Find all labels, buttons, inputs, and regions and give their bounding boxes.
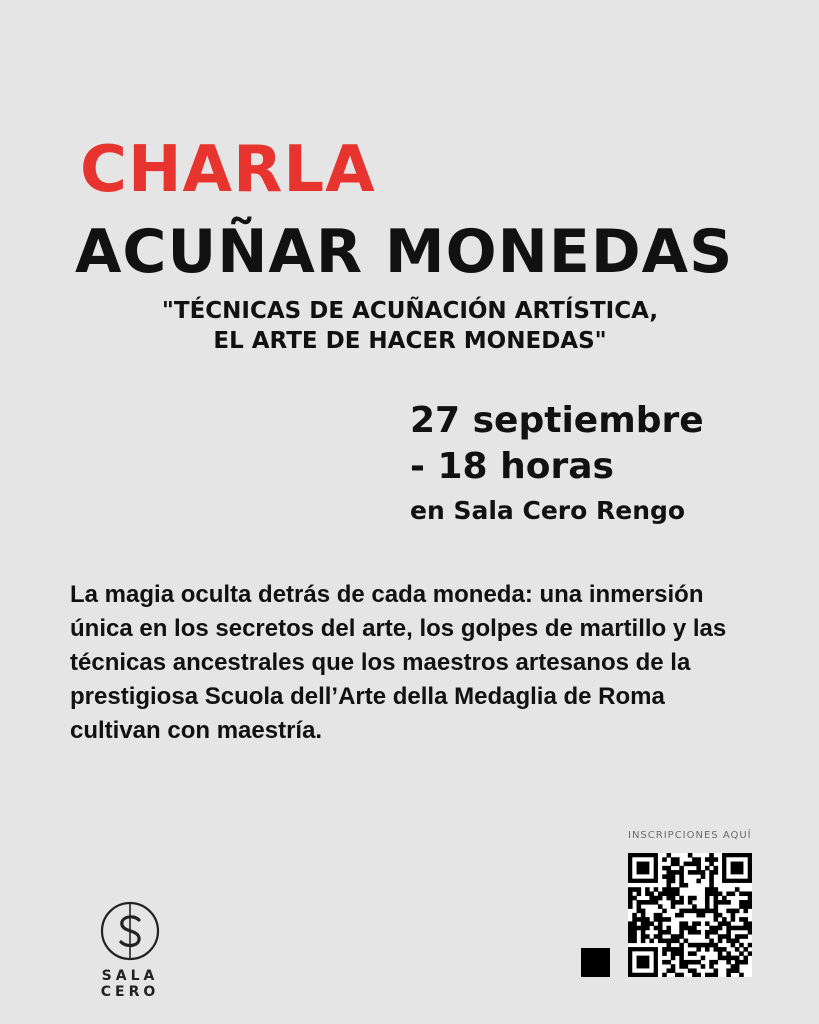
qr-code[interactable] — [628, 853, 752, 977]
sala-cero-logo — [70, 900, 190, 1000]
decorative-square — [581, 948, 610, 977]
subtitle-line-2: EL ARTE DE HACER MONEDAS" — [213, 328, 607, 354]
event-date-block — [410, 398, 704, 530]
qr-label: INSCRIPCIONES AQUÍ — [628, 830, 752, 841]
event-venue: en Sala Cero Rengo — [410, 496, 686, 525]
event-title: ACUÑAR MONEDAS — [75, 217, 734, 287]
event-time: - 18 horas — [410, 446, 614, 487]
sala-cero-logo-icon — [99, 900, 161, 962]
qr-code-icon — [628, 853, 752, 977]
kicker-text: CHARLA — [80, 133, 376, 207]
event-description: La magia oculta detrás de cada moneda: una inmersión única en los secretos del arte, los golpes de martillo y las técnicas ancestrales que los maestros artesanos de la prestigiosa Scuola dell’Arte della Medaglia de Roma cultivan con maestría. — [70, 581, 727, 744]
event-date: 27 septiembre — [410, 400, 704, 441]
event-subtitle — [130, 296, 690, 356]
subtitle-line-1: "TÉCNICAS DE ACUÑACIÓN ARTÍSTICA, — [161, 298, 659, 324]
logo-text: SALA CERO — [100, 968, 160, 1000]
